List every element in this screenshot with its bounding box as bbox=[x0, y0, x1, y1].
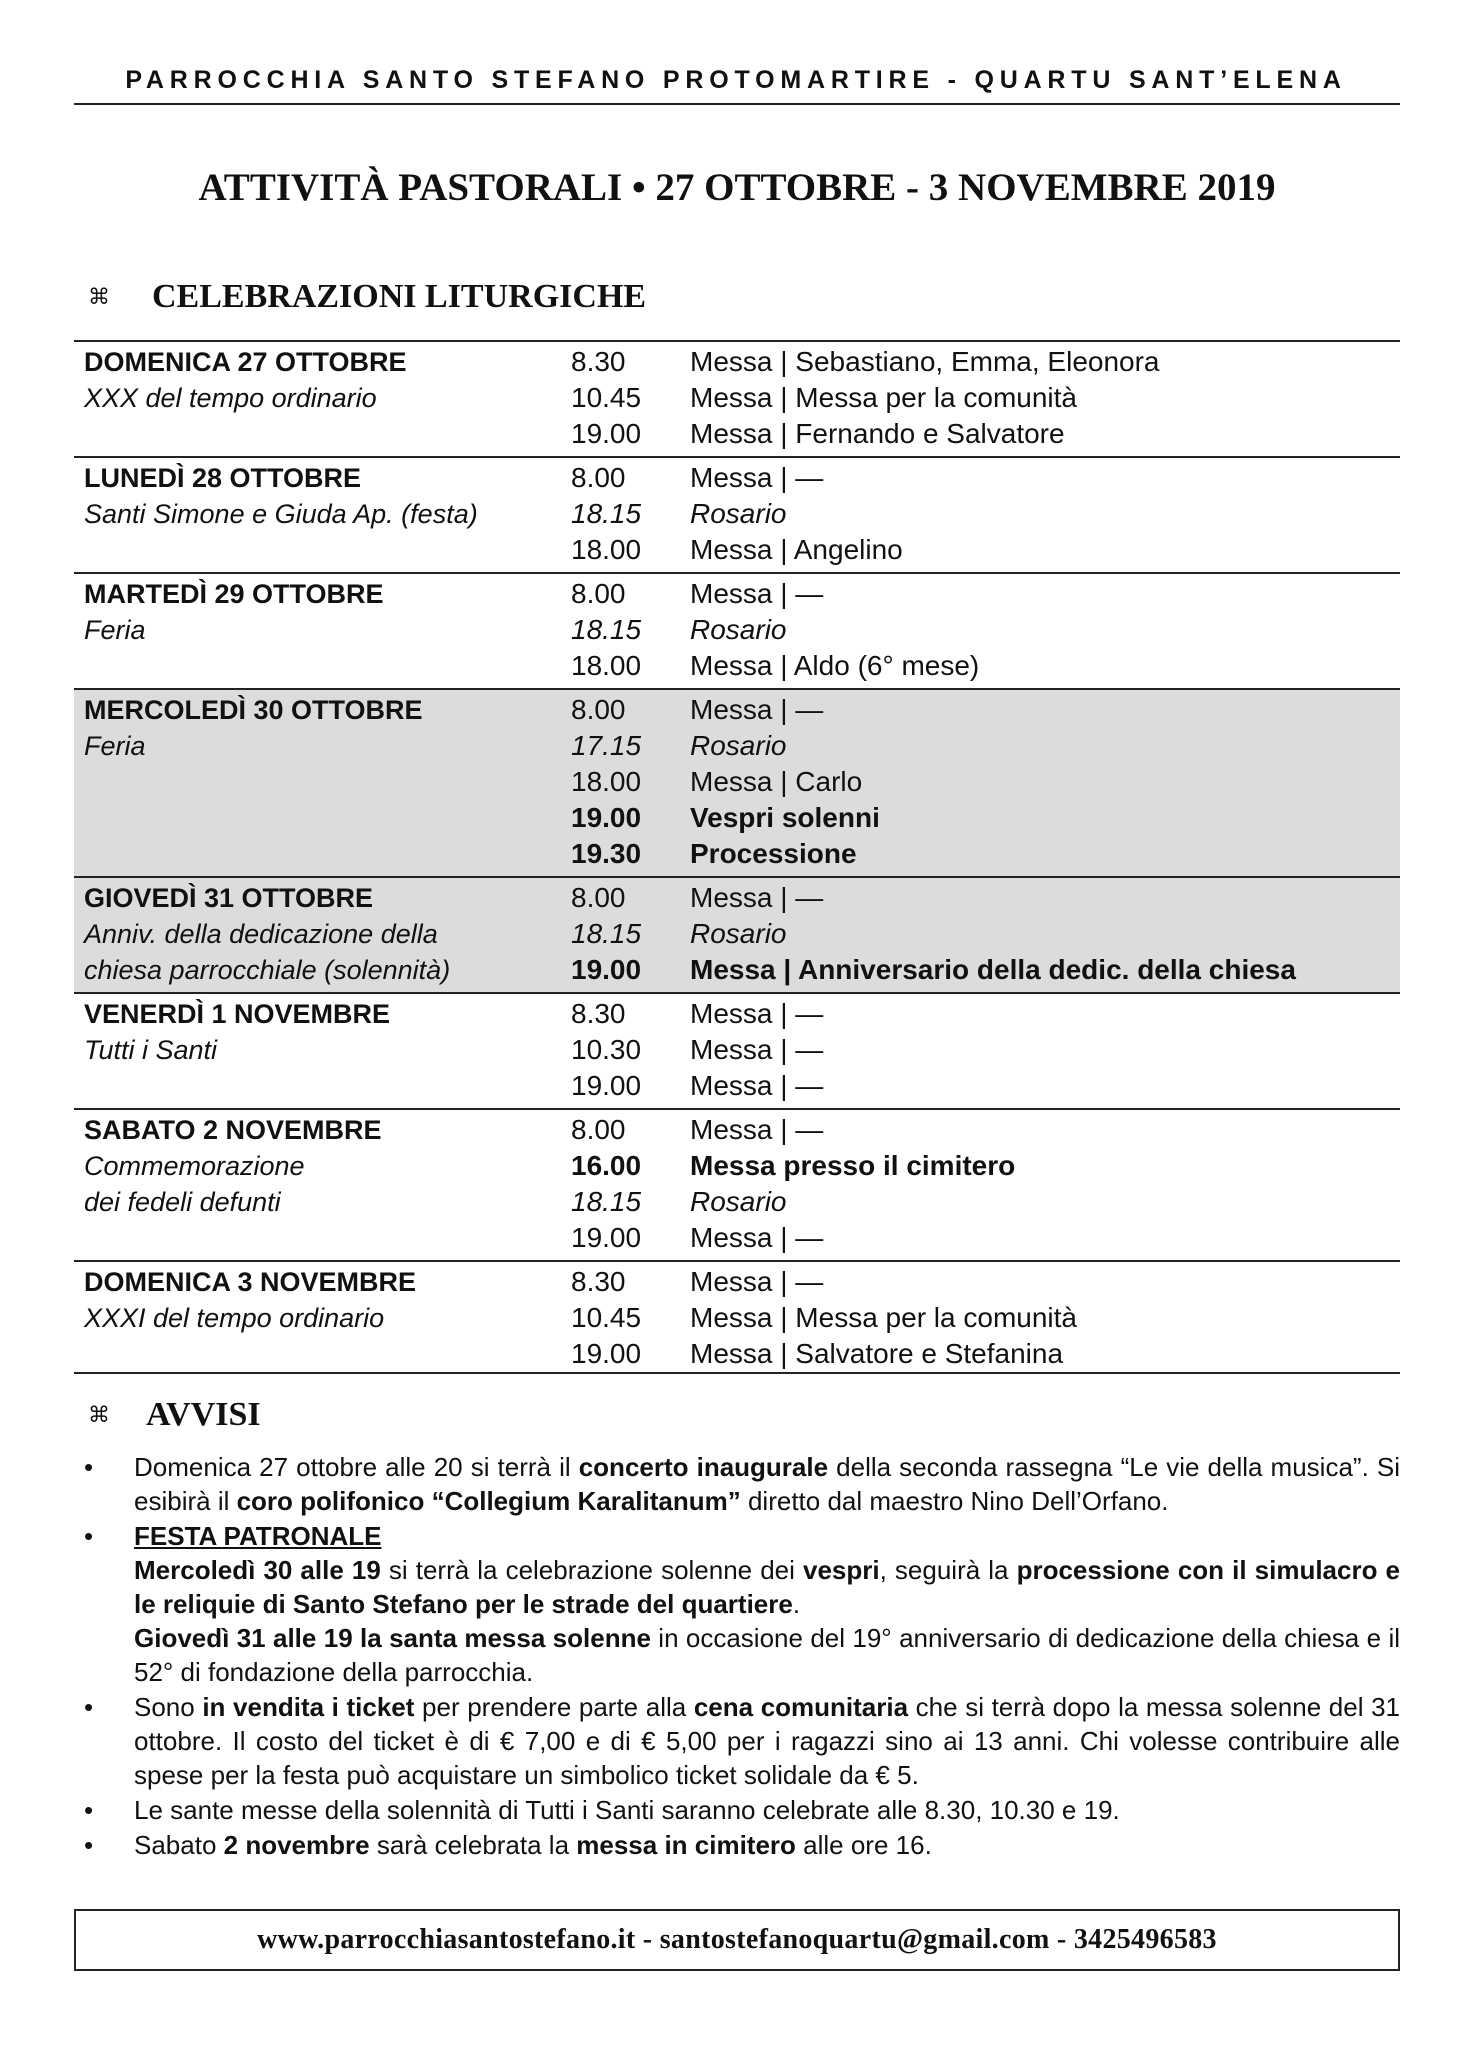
day-info bbox=[84, 692, 564, 764]
event-description: Messa | Aldo (6° mese) bbox=[690, 650, 980, 681]
page-title: ATTIVITÀ PASTORALI • 27 OTTOBRE - 3 NOVEMBRE 2019 bbox=[198, 166, 1276, 209]
day-liturgy: dei fedeli defunti bbox=[84, 1187, 281, 1217]
event-time: 18.00 bbox=[571, 534, 642, 565]
event-row bbox=[571, 1300, 1400, 1336]
notice-text: Mercoledì 30 alle 19 bbox=[134, 1555, 381, 1585]
event-description: Messa | — bbox=[690, 1222, 824, 1253]
event-list bbox=[571, 1262, 1400, 1372]
day-info bbox=[84, 1112, 564, 1220]
notice-paragraph bbox=[134, 1519, 1400, 1553]
event-time: 8.00 bbox=[571, 462, 626, 493]
notice-item bbox=[74, 1793, 1400, 1827]
event-row bbox=[571, 496, 1400, 532]
event-row bbox=[571, 1148, 1400, 1184]
event-row bbox=[571, 1112, 1400, 1148]
notice-text: processione con il simulacro e le reliquie di Santo Stefano per le strade del quartiere bbox=[134, 1555, 1401, 1619]
parish-header: PARROCCHIA SANTO STEFANO PROTOMARTIRE - QUARTU SANT’ELENA bbox=[125, 66, 1347, 94]
day-name: DOMENICA 3 NOVEMBRE bbox=[84, 1267, 417, 1297]
day-info bbox=[84, 1264, 564, 1336]
event-time: 8.30 bbox=[571, 346, 626, 377]
notice-text: che si terrà dopo la messa solenne del 31 ottobre. Il costo del ticket è di € 7,00 e di € 5,00 per i ragazzi sino ai 13 anni. Chi volesse contribuire alle spese per la festa può acquistare un simbolico ticket solidale da € 5. bbox=[134, 1692, 1400, 1790]
event-description: Rosario bbox=[690, 1186, 787, 1217]
section-bullet-icon: ⌘ bbox=[88, 284, 110, 309]
event-time: 10.45 bbox=[571, 1302, 642, 1333]
notice-text: per prendere parte alla bbox=[414, 1692, 694, 1722]
notice-text: , seguirà la bbox=[879, 1555, 1017, 1585]
event-description: Rosario bbox=[690, 614, 787, 645]
notice-text: si terrà la celebrazione solenne dei bbox=[380, 1555, 803, 1585]
event-description: Rosario bbox=[690, 918, 787, 949]
day-liturgy: Anniv. della dedicazione della bbox=[84, 919, 438, 949]
event-time: 19.00 bbox=[571, 802, 642, 833]
section-title: CELEBRAZIONI LITURGICHE bbox=[152, 278, 647, 315]
day-liturgy: Tutti i Santi bbox=[84, 1035, 218, 1065]
notice-text: messa in cimitero bbox=[576, 1830, 796, 1860]
event-row bbox=[571, 952, 1400, 988]
notice-paragraph bbox=[134, 1553, 1400, 1621]
day-liturgy: chiesa parrocchiale (solennità) bbox=[84, 955, 451, 985]
event-description: Messa | — bbox=[690, 1114, 824, 1145]
event-description: Messa | — bbox=[690, 462, 824, 493]
event-list bbox=[571, 342, 1400, 452]
day-liturgy: Feria bbox=[84, 615, 146, 645]
event-time: 18.00 bbox=[571, 650, 642, 681]
event-description: Messa | — bbox=[690, 578, 824, 609]
notice-text: vespri bbox=[803, 1555, 880, 1585]
event-row bbox=[571, 532, 1400, 568]
notice-text: sarà celebrata la bbox=[369, 1830, 577, 1860]
notice-text: in occasione del 19° anniversario di dedicazione della chiesa e il 52° di fondazione della parrocchia. bbox=[134, 1623, 1400, 1687]
notice-paragraph bbox=[134, 1828, 1400, 1862]
schedule-day-row bbox=[74, 1108, 1400, 1260]
notice-list bbox=[74, 1450, 1400, 1863]
notice-paragraph bbox=[134, 1793, 1400, 1827]
event-description: Messa | Messa per la comunità bbox=[690, 382, 1077, 413]
event-list bbox=[571, 690, 1400, 872]
schedule-day-row bbox=[74, 688, 1400, 876]
event-row bbox=[571, 1220, 1400, 1256]
section-heading-notices bbox=[88, 1390, 261, 1440]
event-description: Messa | Salvatore e Stefanina bbox=[690, 1338, 1064, 1369]
event-row bbox=[571, 576, 1400, 612]
notice-item bbox=[74, 1690, 1400, 1792]
event-time: 10.30 bbox=[571, 1034, 642, 1065]
event-list bbox=[571, 458, 1400, 568]
day-liturgy: Santi Simone e Giuda Ap. (festa) bbox=[84, 499, 478, 529]
event-description: Messa | — bbox=[690, 882, 824, 913]
notice-text: Sono bbox=[134, 1692, 203, 1722]
bullet-icon: • bbox=[84, 1795, 94, 1825]
event-list bbox=[571, 878, 1400, 988]
notice-text: Le sante messe della solennità di Tutti i Santi saranno celebrate alle 8.30, 10.30 e 19. bbox=[134, 1795, 1120, 1825]
day-info bbox=[84, 576, 564, 648]
section-bullet-icon: ⌘ bbox=[88, 1402, 110, 1427]
notice-paragraph bbox=[134, 1621, 1400, 1689]
day-info bbox=[84, 344, 564, 416]
event-description: Messa | — bbox=[690, 1034, 824, 1065]
event-row bbox=[571, 1068, 1400, 1104]
event-row bbox=[571, 1184, 1400, 1220]
event-description: Vespri solenni bbox=[690, 802, 880, 833]
event-row bbox=[571, 880, 1400, 916]
notice-item bbox=[74, 1828, 1400, 1862]
event-time: 8.00 bbox=[571, 1114, 626, 1145]
event-row bbox=[571, 800, 1400, 836]
event-time: 10.45 bbox=[571, 382, 642, 413]
event-row bbox=[571, 836, 1400, 872]
event-row bbox=[571, 692, 1400, 728]
event-row bbox=[571, 1032, 1400, 1068]
event-time: 18.15 bbox=[571, 498, 642, 529]
event-time: 8.00 bbox=[571, 882, 626, 913]
event-time: 19.00 bbox=[571, 1338, 642, 1369]
event-list bbox=[571, 574, 1400, 684]
event-row bbox=[571, 648, 1400, 684]
event-time: 18.15 bbox=[571, 614, 642, 645]
bullet-icon: • bbox=[84, 1692, 94, 1722]
day-info bbox=[84, 996, 564, 1068]
event-description: Messa | Carlo bbox=[690, 766, 863, 797]
day-info bbox=[84, 460, 564, 532]
event-description: Messa | Anniversario della dedic. della chiesa bbox=[690, 954, 1296, 985]
notice-text: Sabato bbox=[134, 1830, 224, 1860]
event-time: 19.00 bbox=[571, 418, 642, 449]
notice-text: . bbox=[792, 1589, 801, 1619]
notice-text: in vendita i ticket bbox=[202, 1692, 415, 1722]
bullet-icon: • bbox=[84, 1830, 94, 1860]
notice-text: diretto dal maestro Nino Dell’Orfano. bbox=[740, 1486, 1169, 1516]
day-name: MARTEDÌ 29 OTTOBRE bbox=[84, 579, 384, 609]
schedule-bottom-rule bbox=[74, 1372, 1400, 1374]
event-row bbox=[571, 460, 1400, 496]
notice-item bbox=[74, 1519, 1400, 1689]
event-time: 17.15 bbox=[571, 730, 642, 761]
event-row bbox=[571, 344, 1400, 380]
event-description: Rosario bbox=[690, 498, 787, 529]
notice-text: alle ore 16. bbox=[795, 1830, 932, 1860]
event-time: 18.15 bbox=[571, 1186, 642, 1217]
event-description: Messa | Angelino bbox=[690, 534, 903, 565]
notice-text: concerto inaugurale bbox=[578, 1452, 829, 1482]
event-description: Processione bbox=[690, 838, 857, 869]
event-row bbox=[571, 916, 1400, 952]
notice-text: 2 novembre bbox=[223, 1830, 370, 1860]
event-time: 8.30 bbox=[571, 998, 626, 1029]
day-name: VENERDÌ 1 NOVEMBRE bbox=[84, 999, 391, 1029]
event-time: 8.00 bbox=[571, 694, 626, 725]
day-name: SABATO 2 NOVEMBRE bbox=[84, 1115, 382, 1145]
event-row bbox=[571, 764, 1400, 800]
day-name: DOMENICA 27 OTTOBRE bbox=[84, 347, 407, 377]
event-description: Messa | Fernando e Salvatore bbox=[690, 418, 1065, 449]
bullet-icon: • bbox=[84, 1452, 94, 1482]
notice-text: cena comunitaria bbox=[693, 1692, 909, 1722]
event-time: 19.00 bbox=[571, 954, 642, 985]
notice-text: della seconda rassegna “Le vie della musica”. Si esibirà il bbox=[134, 1452, 1400, 1516]
event-time: 8.00 bbox=[571, 578, 626, 609]
event-time: 18.00 bbox=[571, 766, 642, 797]
schedule-day-row bbox=[74, 572, 1400, 688]
event-time: 19.30 bbox=[571, 838, 642, 869]
notice-paragraph bbox=[134, 1450, 1400, 1518]
day-liturgy: XXX del tempo ordinario bbox=[84, 383, 377, 413]
notice-text: Giovedì 31 alle 19 la santa messa solenne bbox=[134, 1623, 651, 1653]
event-description: Messa | Messa per la comunità bbox=[690, 1302, 1077, 1333]
event-description: Messa presso il cimitero bbox=[690, 1150, 1016, 1181]
event-list bbox=[571, 994, 1400, 1104]
day-liturgy: Commemorazione bbox=[84, 1151, 305, 1181]
event-description: Messa | — bbox=[690, 1070, 824, 1101]
day-liturgy: Feria bbox=[84, 731, 146, 761]
schedule-table bbox=[74, 340, 1400, 1374]
event-row bbox=[571, 1264, 1400, 1300]
event-description: Messa | — bbox=[690, 1266, 824, 1297]
schedule-day-row bbox=[74, 340, 1400, 456]
event-row bbox=[571, 416, 1400, 452]
event-time: 19.00 bbox=[571, 1222, 642, 1253]
notice-item bbox=[74, 1450, 1400, 1518]
notice-text: Domenica 27 ottobre alle 20 si terrà il bbox=[134, 1452, 579, 1482]
day-liturgy: XXXI del tempo ordinario bbox=[84, 1303, 385, 1333]
event-time: 19.00 bbox=[571, 1070, 642, 1101]
event-list bbox=[571, 1110, 1400, 1256]
bullet-icon: • bbox=[84, 1521, 94, 1551]
footer-contact-box bbox=[74, 1909, 1400, 1971]
section-heading-celebrations bbox=[88, 272, 646, 322]
event-row bbox=[571, 996, 1400, 1032]
notice-heading: FESTA PATRONALE bbox=[134, 1521, 382, 1551]
header-divider bbox=[74, 103, 1400, 105]
day-name: MERCOLEDÌ 30 OTTOBRE bbox=[84, 695, 423, 725]
event-time: 18.15 bbox=[571, 918, 642, 949]
event-description: Messa | — bbox=[690, 694, 824, 725]
day-name: GIOVEDÌ 31 OTTOBRE bbox=[84, 883, 374, 913]
schedule-day-row bbox=[74, 876, 1400, 992]
schedule-day-row bbox=[74, 456, 1400, 572]
event-row bbox=[571, 380, 1400, 416]
day-name: LUNEDÌ 28 OTTOBRE bbox=[84, 463, 362, 493]
footer-contact: www.parrocchiasantostefano.it - santostefanoquartu@gmail.com - 3425496583 bbox=[257, 1924, 1217, 1955]
event-time: 8.30 bbox=[571, 1266, 626, 1297]
schedule-day-row bbox=[74, 1260, 1400, 1372]
schedule-day-row bbox=[74, 992, 1400, 1108]
event-description: Messa | Sebastiano, Emma, Eleonora bbox=[690, 346, 1160, 377]
event-row bbox=[571, 612, 1400, 648]
event-description: Rosario bbox=[690, 730, 787, 761]
section-title: AVVISI bbox=[146, 1396, 261, 1433]
event-row bbox=[571, 728, 1400, 764]
notice-paragraph bbox=[134, 1690, 1400, 1792]
event-row bbox=[571, 1336, 1400, 1372]
event-description: Messa | — bbox=[690, 998, 824, 1029]
notice-text: coro polifonico “Collegium Karalitanum” bbox=[236, 1486, 741, 1516]
day-info bbox=[84, 880, 564, 988]
event-time: 16.00 bbox=[571, 1150, 642, 1181]
